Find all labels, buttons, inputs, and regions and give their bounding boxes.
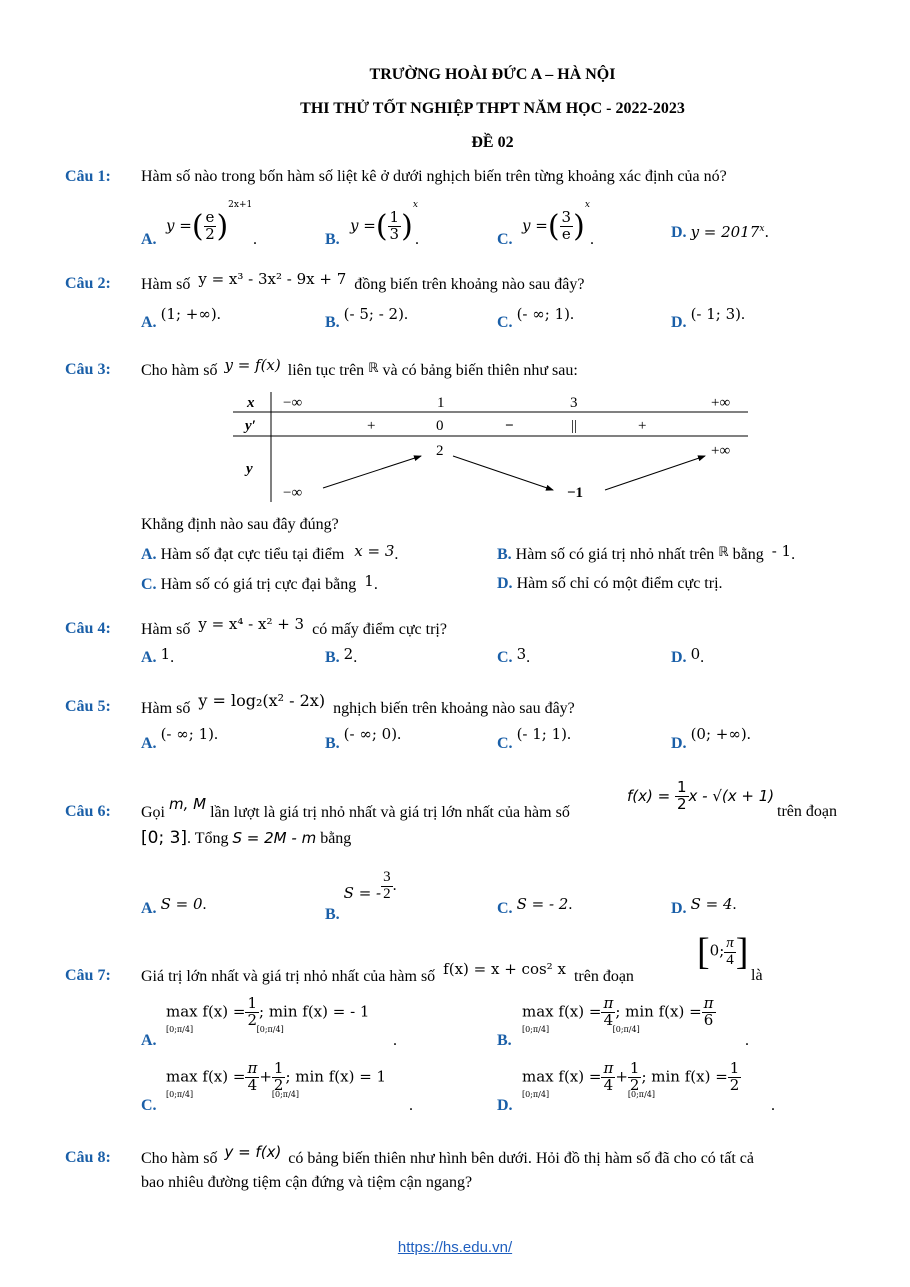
q5-option-a[interactable]: A.(- ∞; 1). (141, 725, 218, 752)
option-label: D. (671, 224, 687, 241)
table-x-3: 3 (570, 395, 578, 411)
q2-b-val: (- 5; - 2) (343, 305, 404, 323)
table-x-neginf: −∞ (283, 395, 303, 411)
q4-option-a[interactable]: A. 1. (141, 645, 175, 666)
q6-function: f(x) = $\frac{1}{2}$ x - √(x + 1) (627, 778, 775, 813)
q3-option-a[interactable]: A. Hàm số đạt cực tiểu tại điểm x = 3. (141, 542, 399, 563)
q7-option-a[interactable]: A. max f(x) = $\frac{1}{2}$ ; min f(x) = - 1 [0;π/4] [0;π/4] . (141, 994, 397, 1049)
footer-link[interactable]: https://hs.edu.vn/ (397, 1239, 513, 1256)
table-y-neginf: −∞ (283, 485, 303, 501)
q8-stem: Cho hàm số y = f(x) có bảng biến thiên như hình bên dưới. Hỏi đồ thị hàm số đã cho có tất cả (141, 1143, 754, 1167)
q1-option-b[interactable]: B. y =( $\frac{1}{3}$ )$^x$ . (325, 199, 419, 248)
table-y-min: −1 (567, 485, 584, 501)
q4-stem: Hàm số y = x⁴ - x² + 3 có mấy điểm cực trị? (141, 615, 447, 638)
q1-a-expr: y =( $\frac{e}{2}$ )$^{2x+1}$ (166, 199, 253, 244)
q7-option-b[interactable]: B. max f(x) = $\frac{\pi}{4}$ ; min f(x) = $\frac{\pi}{6}$ [0;π/4] [0;π/4] . (497, 994, 749, 1049)
school-title: TRƯỜNG HOÀI ĐỨC A – HÀ NỘI (369, 66, 616, 83)
q7-interval: [0; $\frac{\pi}{4}$ ] (697, 931, 749, 973)
q2-stem: Hàm số y = x³ - 3x² - 9x + 7 đồng biến trên khoảng nào sau đây? (141, 270, 585, 293)
q1-d-expr: $y = 2017^x$. (690, 223, 770, 241)
q3-option-d[interactable]: D. Hàm số chỉ có một điểm cực trị. (497, 575, 723, 592)
option-label: A. (141, 231, 157, 248)
q6-option-b[interactable]: B. S = - $\frac{3}{2}$ . (325, 869, 397, 923)
q5-expr: y = log₂(x² - 2x) (198, 691, 326, 710)
q2-label: Câu 2: (65, 275, 111, 292)
variation-table (233, 392, 748, 502)
q6-stem: Gọi m, M lần lượt là giá trị nhỏ nhất và giá trị lớn nhất của hàm số (141, 795, 570, 821)
exam-code: ĐỀ 02 (471, 134, 514, 151)
q4-expr: y = x⁴ - x² + 3 (198, 615, 305, 633)
arrow-up-2 (605, 456, 705, 490)
q6-mM: m, M (169, 795, 207, 813)
q5-option-b[interactable]: B.(- ∞; 0). (325, 725, 402, 752)
q6-option-d[interactable]: D. S = 4. (671, 895, 737, 917)
q7-func: f(x) = x + cos² x (443, 960, 566, 978)
arrow-up-1 (323, 456, 421, 488)
table-y-header: y (246, 461, 253, 477)
option-label: B. (325, 231, 340, 248)
q5-option-c[interactable]: C.(- 1; 1). (497, 725, 572, 752)
q6-label: Câu 6: (65, 803, 111, 820)
q5-label: Câu 5: (65, 698, 111, 715)
q4-option-c[interactable]: C. 3. (497, 645, 531, 666)
q7-stem: Giá trị lớn nhất và giá trị nhỏ nhất của hàm số f(x) = x + cos² x trên đoạn (141, 960, 634, 985)
q3-option-b[interactable]: B. Hàm số có giá trị nhỏ nhất trên ℝ bằng - 1. (497, 542, 796, 563)
q6-option-c[interactable]: C. S = - 2. (497, 895, 573, 917)
q7-post: là (751, 967, 763, 984)
option-label: C. (497, 231, 513, 248)
q7-label: Câu 7: (65, 967, 111, 984)
q3-option-c[interactable]: C. Hàm số có giá trị cực đại bằng 1. (141, 572, 378, 593)
q1-label: Câu 1: (65, 168, 111, 185)
footer (0, 1239, 910, 1257)
q4-option-b[interactable]: B. 2. (325, 645, 358, 666)
q1-option-d[interactable] (671, 223, 769, 242)
q3-expr: y = f(x) (224, 356, 281, 374)
table-yp-header: y′ (245, 418, 256, 434)
q8-label: Câu 8: (65, 1149, 111, 1166)
q4-label: Câu 4: (65, 620, 111, 637)
table-y-max: 2 (436, 443, 444, 459)
q2-d-val: (- 1; 3) (690, 305, 742, 323)
table-x-header: x (247, 395, 255, 411)
q3-question: Khẳng định nào sau đây đúng? (141, 516, 339, 533)
table-sign-1: + (367, 418, 376, 434)
q2-option-b[interactable]: B. (- 5; - 2). (325, 305, 408, 331)
q6-line2: [0; 3]. Tổng S = 2M - m bằng (141, 828, 352, 848)
q7-option-d[interactable]: D. max f(x) = $\frac{\pi}{4}$ + $\frac{1}{2}$ ; min f(x) = $\frac{1}{2}$ [0;π/4] [0;π/4] . (497, 1059, 775, 1114)
table-sign-5: + (638, 418, 647, 434)
q1-option-c[interactable]: C. y =( $\frac{3}{e}$ )$^x$ . (497, 199, 594, 248)
table-y-posinf: +∞ (711, 443, 731, 459)
q2-option-d[interactable]: D. (- 1; 3). (671, 305, 746, 331)
q5-stem: Hàm số y = log₂(x² - 2x) nghịch biến trên khoảng nào sau đây? (141, 691, 575, 717)
q2-a-val: (1; +∞) (160, 305, 217, 323)
q6-post: trên đoạn (777, 803, 837, 820)
q2-option-c[interactable]: C. (- ∞; 1). (497, 305, 574, 331)
q5-option-d[interactable]: D.(0; +∞). (671, 725, 751, 752)
q2-option-a[interactable]: A. (1; +∞). (141, 305, 221, 331)
exam-title: THI THỬ TỐT NGHIỆP THPT NĂM HỌC - 2022-2023 (300, 100, 685, 117)
q2-c-val: (- ∞; 1) (516, 305, 570, 323)
q1-b-expr: y =( $\frac{1}{3}$ )$^x$ (350, 199, 418, 244)
q3-stem: Cho hàm số y = f(x) liên tục trên ℝ và có bảng biến thiên như sau: (141, 356, 578, 379)
q3-label: Câu 3: (65, 361, 111, 378)
q4-option-d[interactable]: D. 0. (671, 645, 705, 666)
q8-expr: y = f(x) (224, 1143, 282, 1161)
table-sign-4: || (571, 418, 578, 434)
q1-option-a[interactable]: A. y =( $\frac{e}{2}$ )$^{2x+1}$ . (141, 199, 257, 248)
arrow-down (453, 456, 553, 490)
q8-line2: bao nhiêu đường tiệm cận đứng và tiệm cận ngang? (141, 1174, 473, 1191)
q1-c-expr: y =( $\frac{3}{e}$ )$^x$ (522, 199, 590, 244)
q2-expr: y = x³ - 3x² - 9x + 7 (198, 270, 347, 288)
table-x-1: 1 (437, 395, 445, 411)
table-x-posinf: +∞ (711, 395, 731, 411)
q7-option-c[interactable]: C. max f(x) = $\frac{\pi}{4}$ + $\frac{1}{2}$ ; min f(x) = 1 [0;π/4] [0;π/4] . (141, 1059, 413, 1114)
q1-text: Hàm số nào trong bốn hàm số liệt kê ở dưới nghịch biến trên từng khoảng xác định của nó? (141, 168, 727, 185)
table-sign-2: 0 (436, 418, 444, 434)
q6-option-a[interactable]: A. S = 0. (141, 895, 207, 917)
table-sign-3: − (505, 418, 514, 434)
